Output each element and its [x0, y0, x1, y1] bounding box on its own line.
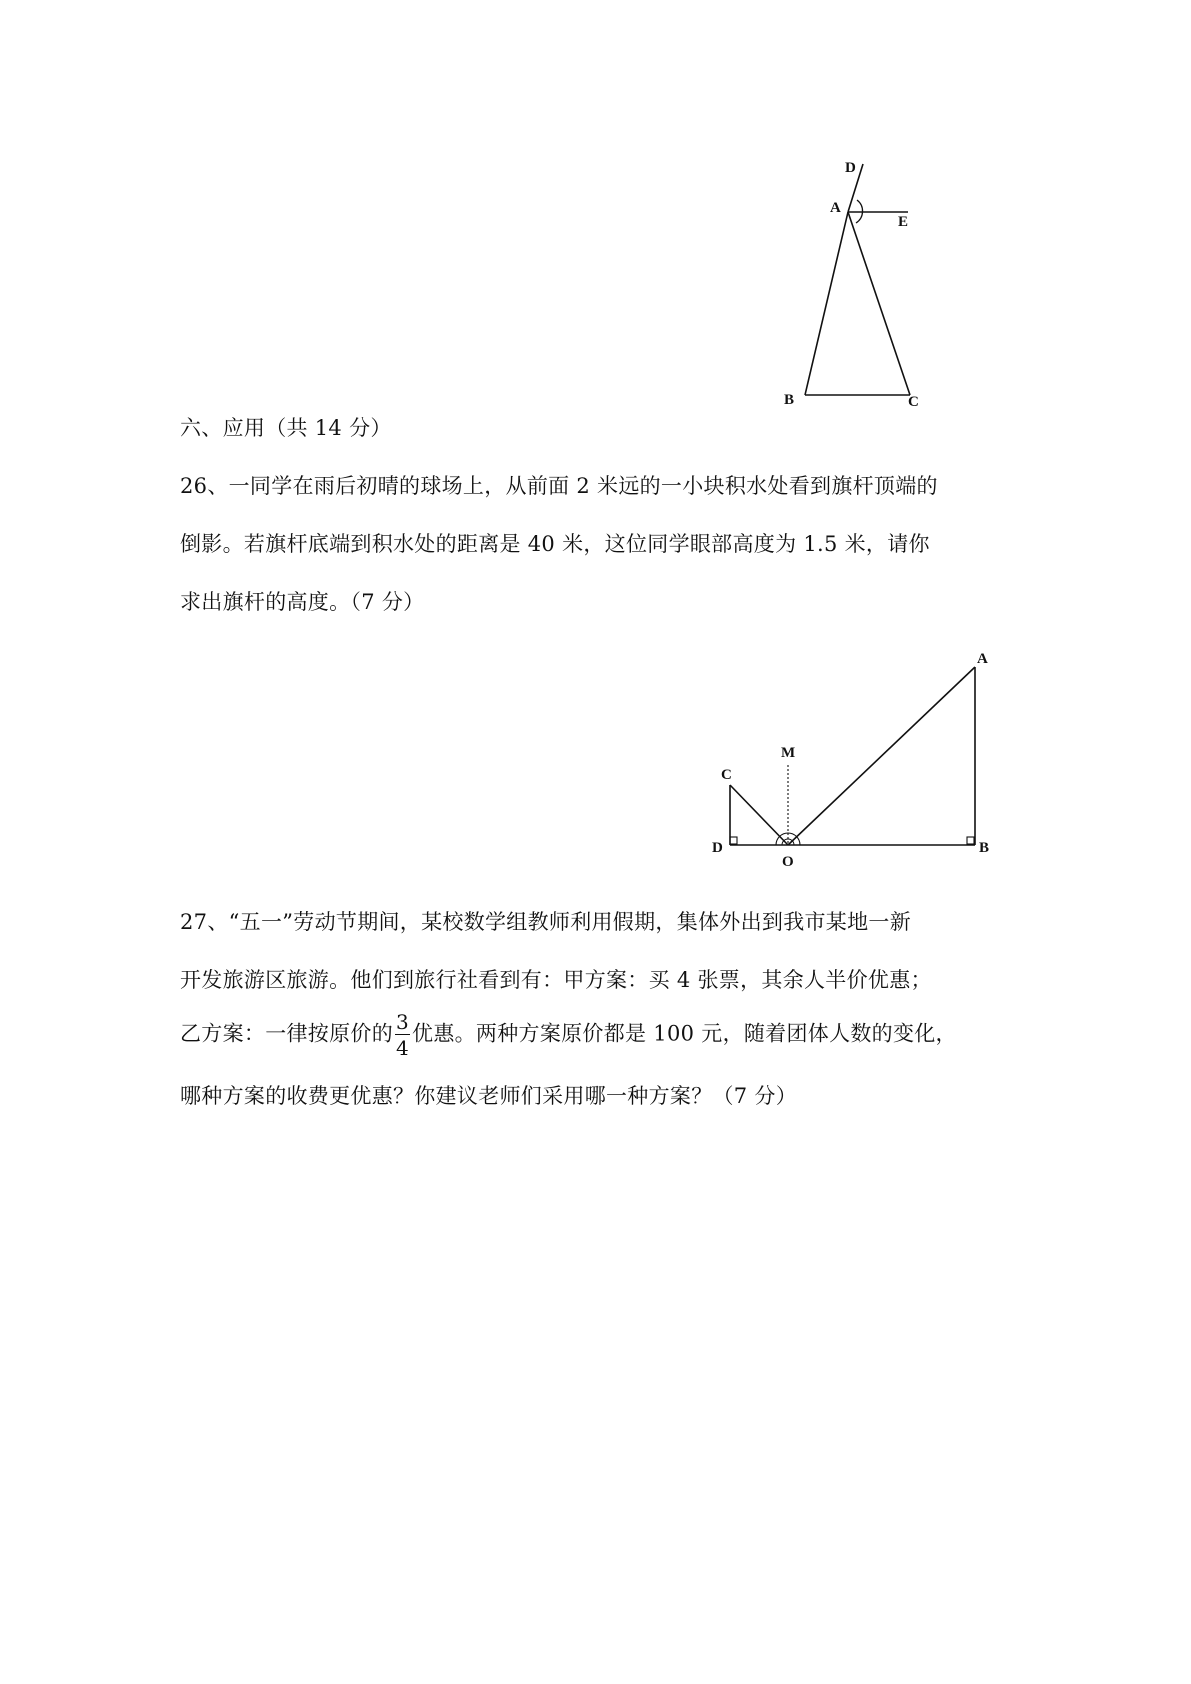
label-a: A	[830, 200, 841, 216]
triangle-figure	[784, 160, 1000, 420]
q26-line-2: 倒影。若旗杆底端到积水处的距离是 40 米，这位同学眼部高度为 1.5 米，请你	[180, 532, 930, 556]
right-angle-b	[967, 837, 974, 844]
label-o: O	[782, 854, 794, 870]
label-d: D	[845, 160, 856, 176]
q27-line-1: 27、“五一”劳动节期间，某校数学组教师利用假期，集体外出到我市某地一新	[180, 910, 911, 934]
label-a: A	[977, 651, 988, 667]
segment-ab	[805, 212, 848, 395]
segment-ac	[848, 212, 910, 395]
label-b: B	[784, 392, 795, 408]
q27-line-3	[180, 1012, 957, 1058]
q26-line-1: 26、一同学在雨后初晴的球场上，从前面 2 米远的一小块积水处看到旗杆顶端的	[180, 474, 938, 498]
q27-line-3-before: 乙方案：一律按原价的	[180, 1021, 393, 1046]
fraction-denominator: 4	[396, 1036, 410, 1060]
flagpole-figure	[700, 640, 1020, 880]
label-d: D	[712, 840, 723, 856]
q27-line-4: 哪种方案的收费更优惠？你建议老师们采用哪一种方案？（7 分）	[180, 1084, 798, 1108]
q27-line-3-after: 优惠。两种方案原价都是 100 元，随着团体人数的变化，	[412, 1021, 957, 1046]
section-heading: 六、应用（共 14 分）	[180, 416, 392, 440]
label-e: E	[898, 214, 909, 230]
fraction-three-quarters	[395, 1012, 410, 1058]
label-b: B	[979, 840, 990, 856]
fraction-numerator: 3	[396, 1010, 410, 1034]
segment-oa	[788, 667, 975, 845]
label-c: C	[721, 767, 732, 783]
label-m: M	[781, 745, 796, 761]
label-c: C	[908, 394, 919, 410]
q26-line-3: 求出旗杆的高度。（7 分）	[180, 590, 425, 614]
q27-line-2: 开发旅游区旅游。他们到旅行社看到有：甲方案：买 4 张票，其余人半价优惠；	[180, 968, 932, 992]
right-angle-d	[730, 837, 737, 844]
